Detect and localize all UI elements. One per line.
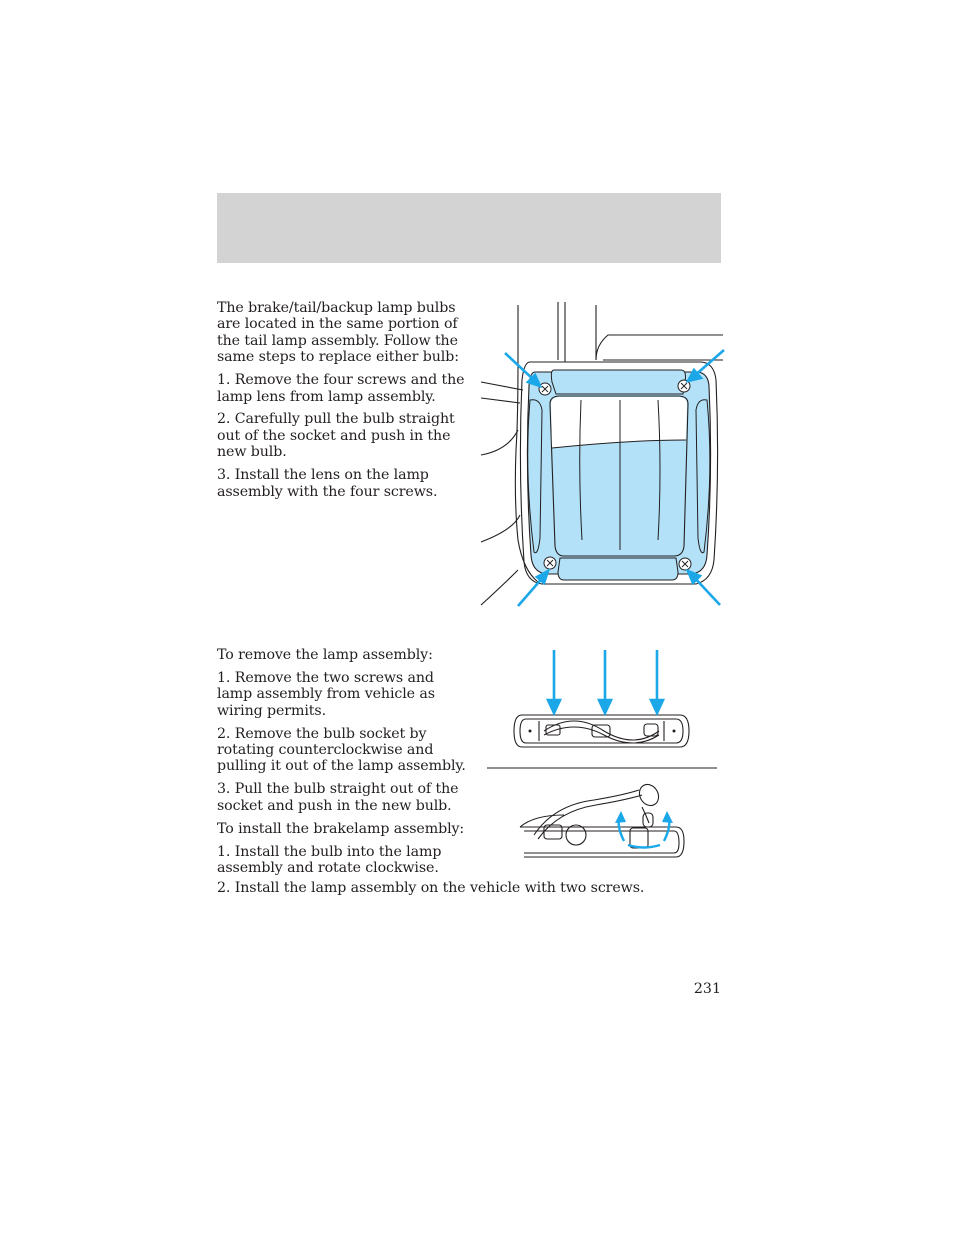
install-step-1: 1. Install the bulb into the lamp assembly and rotate clockwise. bbox=[217, 843, 442, 876]
taillamp-step-1: 1. Remove the four screws and the lamp lens from lamp assembly. bbox=[217, 372, 465, 405]
taillamp-step-2: 2. Carefully pull the bulb straight out of the socket and push in the new bulb. bbox=[217, 411, 455, 461]
remove-step-2: 2. Remove the bulb socket by rotating counterclockwise and pulling it out of the lamp assembly. bbox=[217, 725, 466, 775]
install-heading: To install the brakelamp assembly: bbox=[217, 820, 465, 837]
remove-step-1: 1. Remove the two screws and lamp assembly from vehicle as wiring permits. bbox=[217, 669, 435, 719]
brakelamp-instructions bbox=[217, 647, 472, 883]
taillamp-intro: The brake/tail/backup lamp bulbs are located in the same portion of the tail lamp assembly. Follow the same steps to replace either bulb: bbox=[217, 300, 459, 366]
taillamp-illustration bbox=[478, 300, 728, 610]
section-header-band bbox=[217, 193, 721, 263]
remove-heading: To remove the lamp assembly: bbox=[217, 647, 433, 663]
install-step-2: 2. Install the lamp assembly on the vehicle with two screws. bbox=[217, 880, 645, 896]
brakelamp-illustration bbox=[484, 645, 720, 867]
taillamp-step-3: 3. Install the lens on the lamp assembly with the four screws. bbox=[217, 467, 438, 500]
taillamp-instructions bbox=[217, 300, 467, 506]
page-number: 231 bbox=[693, 981, 721, 997]
remove-step-3: 3. Pull the bulb straight out of the socket and push in the new bulb. bbox=[217, 781, 459, 814]
